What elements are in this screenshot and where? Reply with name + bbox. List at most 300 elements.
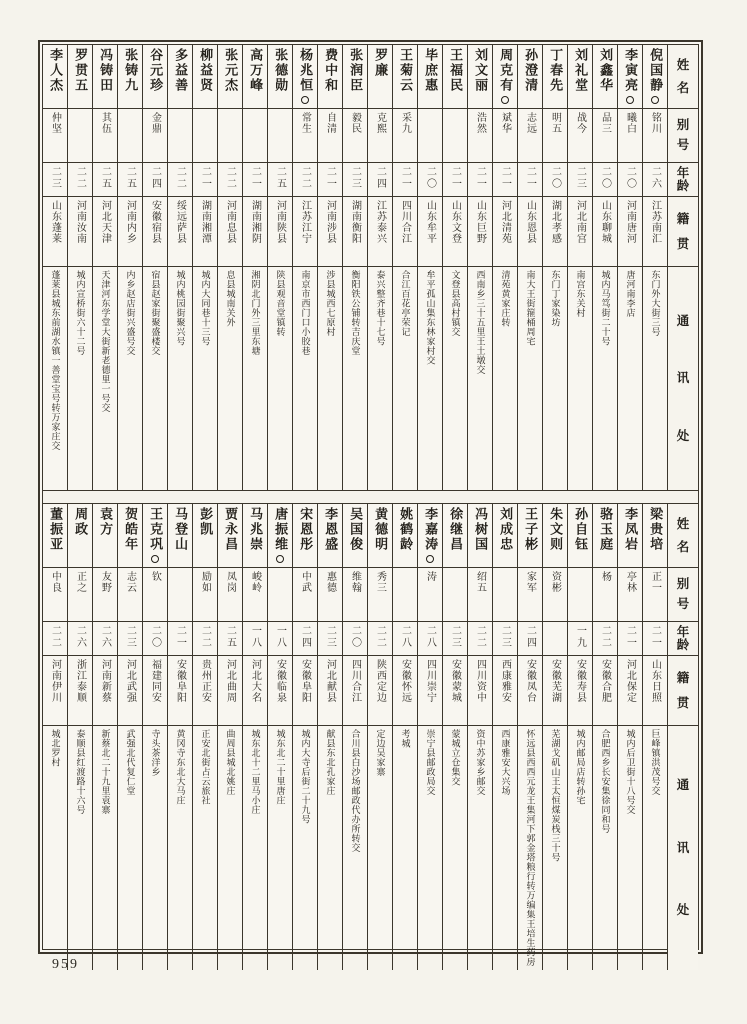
age-cell: [218, 163, 242, 197]
entry-column: [517, 45, 542, 490]
name-cell: [318, 504, 342, 568]
name-cell-text: 马登山: [173, 507, 189, 552]
age-cell: [268, 622, 292, 656]
age-cell-text: 二〇: [149, 625, 161, 649]
header-char: 别: [676, 577, 690, 592]
header-char: 年: [676, 165, 690, 180]
age-cell: [118, 163, 142, 197]
name-cell: [143, 504, 167, 568]
name-cell: [218, 45, 242, 109]
address-cell-text: 曲周县城北姚庄: [225, 729, 236, 796]
native-place-cell: [368, 656, 392, 726]
address-cell: [118, 726, 142, 970]
age-cell-text: 一八: [274, 625, 286, 649]
address-cell: [443, 267, 467, 490]
column-header-native-place: [668, 656, 698, 726]
native-place-cell-text: 陕西定边: [374, 659, 386, 703]
native-place-cell: [318, 656, 342, 726]
address-cell-text: 城东北二十里唐庄: [275, 729, 286, 805]
native-place-cell-text: 河北大名: [249, 659, 261, 703]
address-cell: [318, 726, 342, 970]
alias-cell-text: 克熙: [374, 112, 386, 134]
native-place-cell: [643, 656, 667, 726]
native-place-cell: [443, 656, 467, 726]
native-place-cell-text: 河南伊川: [49, 659, 61, 703]
name-cell: [193, 504, 217, 568]
name-cell: [593, 45, 617, 109]
native-place-cell-text: 江苏泰兴: [374, 200, 386, 244]
column-header-alias: [668, 109, 698, 163]
native-place-cell: [268, 197, 292, 267]
address-cell: [43, 267, 67, 490]
name-cell-text: 袁方: [98, 507, 114, 537]
address-cell-text: 城内大寺后街二十九号: [300, 729, 311, 824]
name-cell-text: 冯铸田: [98, 48, 114, 93]
alias-cell-text: 品三: [599, 112, 611, 134]
alias-cell-text: 峻岭: [249, 571, 261, 593]
native-place-cell: [143, 197, 167, 267]
age-cell-text: 二一: [474, 166, 486, 190]
native-place-cell-text: 四川崇宁: [424, 659, 436, 703]
alias-cell: [568, 109, 592, 163]
native-place-cell-text: 湖南湘阴: [249, 200, 261, 244]
address-cell: [393, 267, 417, 490]
name-cell-text: 姚鹤龄: [398, 507, 414, 552]
age-cell-text: 二一: [199, 166, 211, 190]
native-place-cell: [393, 656, 417, 726]
name-cell-text: 刘文丽: [473, 48, 489, 93]
name-cell: [218, 504, 242, 568]
native-place-cell-text: 河北保定: [624, 659, 636, 703]
name-cell-text: 王子彬: [523, 507, 539, 552]
address-cell-text: 合江百花亭荣记: [400, 270, 411, 337]
age-cell-text: 二〇: [624, 166, 636, 190]
address-cell-text: 唐河南李店: [625, 270, 636, 318]
age-cell-text: 二六: [649, 166, 661, 190]
name-cell-text: 王克巩: [148, 507, 162, 564]
alias-cell: [268, 109, 292, 163]
address-cell-text: 城内大同巷十三号: [200, 270, 211, 346]
age-cell-text: 二四: [374, 166, 386, 190]
age-cell: [393, 622, 417, 656]
age-cell: [518, 622, 542, 656]
name-cell: [543, 504, 567, 568]
age-cell-text: 二二: [299, 166, 311, 190]
entry-column: [267, 504, 292, 970]
name-cell-text: 马兆崇: [248, 507, 264, 552]
native-place-cell: [518, 656, 542, 726]
name-cell: [168, 45, 192, 109]
header-char: 龄: [676, 178, 690, 193]
alias-cell-text: 绍五: [474, 571, 486, 593]
entry-column: [242, 45, 267, 490]
header-char: 讯: [676, 371, 690, 386]
column-header-name: [668, 45, 698, 109]
address-cell-text: 蓬莱县城东前湖水镇一善堂宝号转万家庄交: [50, 270, 61, 451]
column-header-name: [668, 504, 698, 568]
alias-cell: [143, 109, 167, 163]
native-place-cell-text: 安徽凤台: [524, 659, 536, 703]
register-table-bottom: [43, 503, 698, 970]
native-place-cell-text: 湖南湘潭: [199, 200, 211, 244]
native-place-cell: [218, 656, 242, 726]
address-cell-text: 涉县城西七原村: [325, 270, 336, 337]
native-place-cell-text: 河北清苑: [499, 200, 511, 244]
native-place-cell-text: 山东日照: [649, 659, 661, 703]
age-cell-text: 二五: [274, 166, 286, 190]
name-cell-text: 梁贵培: [648, 507, 664, 552]
entry-column: [342, 504, 367, 970]
alias-cell-text: 战今: [574, 112, 586, 134]
address-cell: [393, 726, 417, 970]
name-cell: [193, 45, 217, 109]
address-cell: [68, 267, 92, 490]
native-place-cell-text: 河南新蔡: [99, 659, 111, 703]
registration-mark-icon: [626, 96, 634, 104]
name-cell-text: 高万峰: [248, 48, 264, 93]
address-cell: [268, 726, 292, 970]
native-place-cell: [543, 197, 567, 267]
alias-cell: [543, 568, 567, 622]
address-cell-text: 西南乡三十五里王土墩交: [475, 270, 486, 375]
native-place-cell: [443, 197, 467, 267]
age-cell: [93, 622, 117, 656]
native-place-cell: [368, 197, 392, 267]
age-cell: [618, 163, 642, 197]
name-cell-text: 刘鑫华: [598, 48, 614, 93]
address-cell: [143, 267, 167, 490]
alias-cell: [443, 568, 467, 622]
address-cell-text: 泰顺县红渡路十六号: [75, 729, 86, 815]
entry-column: [117, 504, 142, 970]
age-cell: [543, 622, 567, 656]
address-cell-text: 南京市西门口小胶巷: [300, 270, 311, 356]
native-place-cell-text: 四川合江: [399, 200, 411, 244]
entry-column: [567, 45, 592, 490]
entry-column: [142, 504, 167, 970]
name-cell: [618, 504, 642, 568]
alias-cell: [193, 568, 217, 622]
native-place-cell-text: 河南唐河: [624, 200, 636, 244]
name-cell-text: 张铸九: [123, 48, 139, 93]
age-cell-text: 一八: [249, 625, 261, 649]
address-cell-text: 定边吴家寨: [375, 729, 386, 777]
name-cell: [68, 504, 92, 568]
native-place-cell: [543, 656, 567, 726]
name-cell-text: 孙自钰: [573, 507, 589, 552]
column-header-address: [668, 726, 698, 970]
name-cell-text: 多益善: [173, 48, 189, 93]
age-cell-text: 二三: [124, 625, 136, 649]
address-cell-text: 西康雅安大兴场: [500, 729, 511, 796]
header-char: 姓: [676, 516, 690, 531]
alias-cell-text: 其伍: [99, 112, 111, 134]
alias-cell: [418, 568, 442, 622]
entry-column: [542, 504, 567, 970]
entry-column: [317, 504, 342, 970]
native-place-cell-text: 安徽宿县: [149, 200, 161, 244]
name-cell: [93, 504, 117, 568]
native-place-cell-text: 山东文登: [449, 200, 461, 244]
address-cell-text: 黄冈寺东北大马庄: [175, 729, 186, 805]
native-place-cell-text: 贵州正安: [199, 659, 211, 703]
name-cell-text: 孙澄清: [523, 48, 539, 93]
native-place-cell: [518, 197, 542, 267]
name-cell-text: 周政: [73, 507, 89, 537]
alias-cell: [593, 568, 617, 622]
age-cell-text: 二〇: [349, 625, 361, 649]
age-cell: [143, 622, 167, 656]
native-place-cell-text: 安徽芜湖: [549, 659, 561, 703]
age-cell: [118, 622, 142, 656]
address-cell: [218, 267, 242, 490]
address-cell: [468, 267, 492, 490]
registration-mark-icon: [501, 96, 509, 104]
name-cell-text: 张德勋: [273, 48, 289, 93]
name-cell: [443, 45, 467, 109]
age-cell-text: 二一: [524, 166, 536, 190]
age-cell: [93, 163, 117, 197]
native-place-cell: [293, 656, 317, 726]
age-cell: [468, 163, 492, 197]
alias-cell: [343, 568, 367, 622]
name-cell: [293, 45, 317, 109]
age-cell: [568, 622, 592, 656]
entry-column: [192, 45, 217, 490]
address-cell-text: 内乡赵店街兴盛号交: [125, 270, 136, 356]
native-place-cell: [118, 656, 142, 726]
address-cell: [468, 726, 492, 970]
address-cell-text: 城内邮局店转孙宅: [575, 729, 586, 805]
native-place-cell-text: 浙江泰顺: [74, 659, 86, 703]
alias-cell: [293, 109, 317, 163]
header-char: 别: [676, 118, 690, 133]
age-cell: [343, 622, 367, 656]
native-place-cell: [118, 197, 142, 267]
alias-cell-text: 资彬: [549, 571, 561, 593]
native-place-cell-text: 山东聊城: [599, 200, 611, 244]
native-place-cell: [168, 197, 192, 267]
age-cell: [293, 163, 317, 197]
age-cell-text: 二一: [449, 166, 461, 190]
entry-column: [242, 504, 267, 970]
address-cell-text: 武强北代复仁堂: [125, 729, 136, 796]
native-place-cell: [393, 197, 417, 267]
address-cell-text: 城北罗村: [50, 729, 61, 767]
age-cell-text: 二〇: [424, 166, 436, 190]
native-place-cell: [143, 656, 167, 726]
name-cell: [643, 45, 667, 109]
native-place-cell-text: 四川合江: [349, 659, 361, 703]
native-place-cell: [68, 197, 92, 267]
name-cell-text: 朱文则: [548, 507, 564, 552]
age-cell: [593, 163, 617, 197]
name-cell-text: 费中和: [323, 48, 339, 93]
address-cell-text: 清苑黄家庄转: [500, 270, 511, 327]
name-cell-text: 丁春先: [548, 48, 564, 93]
age-cell: [168, 622, 192, 656]
native-place-cell: [43, 197, 67, 267]
alias-cell: [293, 568, 317, 622]
age-cell: [243, 163, 267, 197]
address-cell-text: 合川县白沙场邮政代办所转交: [350, 729, 361, 853]
entry-column: [217, 504, 242, 970]
entry-column: [617, 504, 642, 970]
age-cell-text: 二八: [424, 625, 436, 649]
address-cell-text: 南宫东关村: [575, 270, 586, 318]
native-place-cell-text: 河北天津: [99, 200, 111, 244]
name-cell-text: 彭凯: [198, 507, 214, 537]
address-cell: [168, 267, 192, 490]
native-place-cell-text: 河南涉县: [324, 200, 336, 244]
name-cell: [343, 504, 367, 568]
age-cell-text: 二三: [499, 625, 511, 649]
native-place-cell-text: 湖南衡阳: [349, 200, 361, 244]
native-place-cell-text: 河北献县: [324, 659, 336, 703]
entry-column: [492, 504, 517, 970]
alias-cell: [68, 568, 92, 622]
age-cell-text: 二四: [149, 166, 161, 190]
entry-column: [642, 45, 667, 490]
age-cell: [43, 163, 67, 197]
header-char: 处: [676, 903, 690, 917]
name-cell: [643, 504, 667, 568]
address-cell: [543, 726, 567, 970]
alias-cell: [218, 109, 242, 163]
name-cell: [543, 45, 567, 109]
alias-cell-text: 明五: [549, 112, 561, 134]
native-place-cell: [343, 197, 367, 267]
entry-column: [467, 504, 492, 970]
address-cell: [93, 267, 117, 490]
native-place-cell-text: 河北曲周: [224, 659, 236, 703]
age-cell: [193, 622, 217, 656]
address-cell-text: 崇宁县邮政局交: [425, 729, 436, 796]
name-cell: [468, 504, 492, 568]
registration-mark-icon: [301, 96, 309, 104]
address-cell-text: 城东北十二里马小庄: [250, 729, 261, 815]
address-cell: [443, 726, 467, 970]
alias-cell: [243, 568, 267, 622]
address-cell-text: 巨峰镇洪茂号交: [650, 729, 661, 796]
header-char: 讯: [676, 840, 690, 855]
address-cell: [493, 726, 517, 970]
name-cell-text: 杨兆恒: [298, 48, 312, 105]
alias-cell: [393, 568, 417, 622]
age-cell: [218, 622, 242, 656]
native-place-cell-text: 安徽阜阳: [174, 659, 186, 703]
native-place-cell-text: 河南内乡: [124, 200, 136, 244]
native-place-cell-text: 河南汝南: [74, 200, 86, 244]
address-cell: [293, 726, 317, 970]
address-cell-text: 考城: [400, 729, 411, 748]
age-cell-text: 一九: [574, 625, 586, 649]
native-place-cell-text: 江苏江宁: [299, 200, 311, 244]
alias-cell: [393, 109, 417, 163]
registration-mark-icon: [151, 555, 159, 563]
alias-cell-text: 维翰: [349, 571, 361, 593]
age-cell-text: 二三: [349, 166, 361, 190]
entry-column: [67, 45, 92, 490]
name-cell-text: 贺皓年: [123, 507, 139, 552]
alias-cell-text: 涛: [424, 571, 436, 582]
name-cell: [393, 45, 417, 109]
native-place-cell-text: 湖北孝感: [549, 200, 561, 244]
age-cell-text: 二二: [174, 166, 186, 190]
age-cell: [368, 163, 392, 197]
name-cell-text: 张润臣: [348, 48, 364, 93]
entry-column: [92, 504, 117, 970]
name-cell: [118, 504, 142, 568]
alias-cell-text: 惠德: [324, 571, 336, 593]
alias-cell: [468, 109, 492, 163]
age-cell-text: 二一: [399, 166, 411, 190]
registration-mark-icon: [651, 96, 659, 104]
alias-cell: [118, 109, 142, 163]
age-cell-text: 二六: [99, 625, 111, 649]
entry-column: [267, 45, 292, 490]
alias-cell-text: 仲坚: [49, 112, 61, 134]
alias-cell-text: 家军: [524, 571, 536, 593]
name-cell: [568, 45, 592, 109]
name-cell-text: 骆玉庭: [598, 507, 614, 552]
age-cell-text: 二三: [324, 625, 336, 649]
name-cell: [593, 504, 617, 568]
alias-cell: [168, 109, 192, 163]
entry-column: [167, 504, 192, 970]
alias-cell: [568, 568, 592, 622]
age-cell-text: 二八: [399, 625, 411, 649]
name-cell: [243, 504, 267, 568]
entry-column: [417, 504, 442, 970]
entry-column: [342, 45, 367, 490]
address-cell: [343, 726, 367, 970]
address-cell: [593, 726, 617, 970]
entry-column: [67, 504, 92, 970]
header-char: 名: [676, 539, 690, 554]
name-cell: [443, 504, 467, 568]
registration-mark-icon: [276, 555, 284, 563]
address-cell-text: 陕县观音堂镇转: [275, 270, 286, 337]
address-cell-text: 城内宣桥街六十二号: [75, 270, 86, 356]
address-cell-text: 息县城南关外: [225, 270, 236, 327]
entry-column: [367, 504, 392, 970]
native-place-cell: [68, 656, 92, 726]
native-place-cell: [493, 656, 517, 726]
address-cell: [193, 267, 217, 490]
age-cell: [343, 163, 367, 197]
address-cell: [243, 726, 267, 970]
native-place-cell: [568, 197, 592, 267]
age-cell-text: 二二: [199, 625, 211, 649]
native-place-cell-text: 河南息县: [224, 200, 236, 244]
address-cell: [268, 267, 292, 490]
native-place-cell-text: 江苏南汇: [649, 200, 661, 244]
address-cell-text: 新蔡北二十九里袁寨: [100, 729, 111, 815]
name-cell: [568, 504, 592, 568]
address-cell-text: 城内桃园街聚兴号: [175, 270, 186, 346]
name-cell-text: 李恩盛: [323, 507, 339, 552]
native-place-cell: [168, 656, 192, 726]
native-place-cell-text: 安徽寿县: [574, 659, 586, 703]
native-place-cell: [318, 197, 342, 267]
address-cell-text: 合肥西乡长安集徐同和号: [600, 729, 611, 834]
name-cell-text: 李嘉涛: [423, 507, 437, 564]
column-header-age: [668, 163, 698, 197]
alias-cell-text: 毅民: [349, 112, 361, 134]
age-cell: [493, 163, 517, 197]
age-cell-text: 二四: [299, 625, 311, 649]
